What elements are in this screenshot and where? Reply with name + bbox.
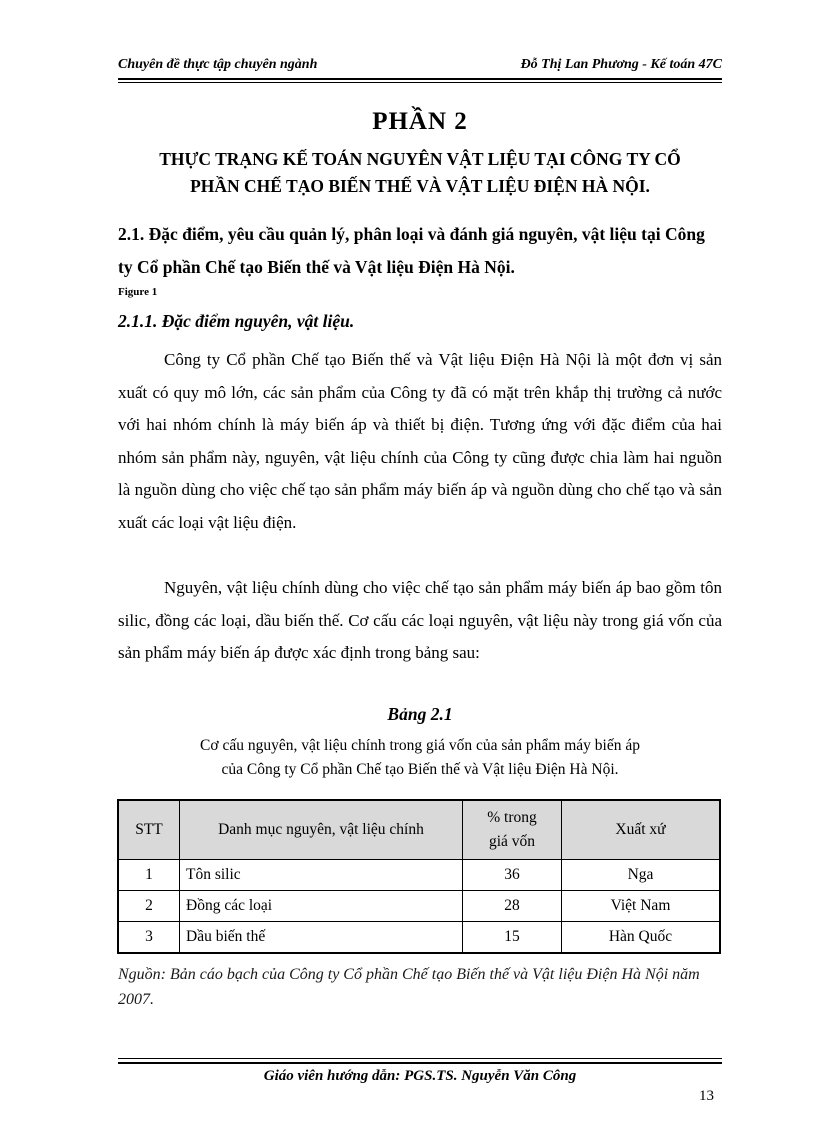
chapter-title-line-1: THỰC TRẠNG KẾ TOÁN NGUYÊN VẬT LIỆU TẠI CÔNG TY CỔ <box>159 149 681 169</box>
cell-material-name: Dầu biến thế <box>180 922 463 954</box>
body-paragraph-2: Nguyên, vật liệu chính dùng cho việc chế tạo sản phẩm máy biến áp bao gồm tôn silic, đồng các loại, dầu biến thế. Cơ cấu các loại nguyên, vật liệu này trong giá vốn của sản phẩm máy biến áp được xác định trong bảng sau: <box>118 578 722 662</box>
table-caption-line-1: Cơ cấu nguyên, vật liệu chính trong giá vốn của sản phẩm máy biến áp <box>200 737 640 754</box>
cell-material-name: Tôn silic <box>180 860 463 891</box>
header-right-text: Đỗ Thị Lan Phương - Kế toán 47C <box>520 57 722 72</box>
table-header-row <box>118 800 720 860</box>
table-row <box>118 922 720 954</box>
header-rule-thin <box>118 82 722 83</box>
source-note: Nguồn: Bản cáo bạch của Công ty Cổ phần Chế tạo Biến thế và Vật liệu Điện Hà Nội năm 2007. <box>118 966 700 1008</box>
body-paragraph-1: Công ty Cổ phần Chế tạo Biến thế và Vật liệu Điện Hà Nội là một đơn vị sản xuất có quy mô lớn, các sản phẩm của Công ty đã có mặt trên khắp thị trường cả nước với hai nhóm chính là máy biến áp và thiết bị điện. Tương ứng với đặc điểm của hai nhóm sản phẩm này, nguyên, vật liệu chính của Công ty cũng được chia làm hai nguồn là nguồn dùng cho việc chế tạo sản phẩm máy biến áp và nguồn dùng cho chế tạo và sản xuất các loại vật liệu điện. <box>118 350 722 532</box>
section-heading: 2.1. Đặc điểm, yêu cầu quản lý, phân loại và đánh giá nguyên, vật liệu tại Công ty Cổ phần Chế tạo Biến thế và Vật liệu Điện Hà Nội. <box>118 224 705 277</box>
header-stt: STT <box>118 800 180 860</box>
cell-material-name: Đồng các loại <box>180 891 463 922</box>
cell-origin: Hàn Quốc <box>562 922 721 954</box>
header-percent-line-1: % trong <box>487 809 537 826</box>
footer-rule-thin <box>118 1058 722 1059</box>
cell-stt: 2 <box>118 891 180 922</box>
table-row <box>118 860 720 891</box>
cell-origin: Nga <box>562 860 721 891</box>
chapter-title-line-2: PHẦN CHẾ TẠO BIẾN THẾ VÀ VẬT LIỆU ĐIỆN HÀ NỘI. <box>190 176 650 196</box>
header-percent <box>463 800 562 860</box>
chapter-title <box>118 146 722 200</box>
table-caption <box>118 734 722 782</box>
table-row <box>118 891 720 922</box>
figure-label: Figure 1 <box>118 286 158 298</box>
subsection-heading: 2.1.1. Đặc điểm nguyên, vật liệu. <box>118 311 355 331</box>
header-material-name: Danh mục nguyên, vật liệu chính <box>180 800 463 860</box>
part-title: PHẦN 2 <box>372 108 468 135</box>
cell-percent: 36 <box>463 860 562 891</box>
table-caption-line-2: của Công ty Cổ phần Chế tạo Biến thế và Vật liệu Điện Hà Nội. <box>221 761 619 778</box>
header-origin: Xuất xứ <box>562 800 721 860</box>
header-percent-line-2: giá vốn <box>488 833 536 850</box>
cell-percent: 28 <box>463 891 562 922</box>
cell-origin: Việt Nam <box>562 891 721 922</box>
header-rule-thick <box>118 78 722 80</box>
materials-table <box>117 799 721 954</box>
cell-percent: 15 <box>463 922 562 954</box>
footer-rule-thick <box>118 1062 722 1064</box>
page-number: 13 <box>699 1088 714 1104</box>
page-footer: Giáo viên hướng dẫn: PGS.TS. Nguyễn Văn Công <box>263 1068 577 1084</box>
cell-stt: 1 <box>118 860 180 891</box>
table-title: Bảng 2.1 <box>387 704 453 724</box>
cell-stt: 3 <box>118 922 180 954</box>
header-left-text: Chuyên đề thực tập chuyên ngành <box>118 57 318 72</box>
